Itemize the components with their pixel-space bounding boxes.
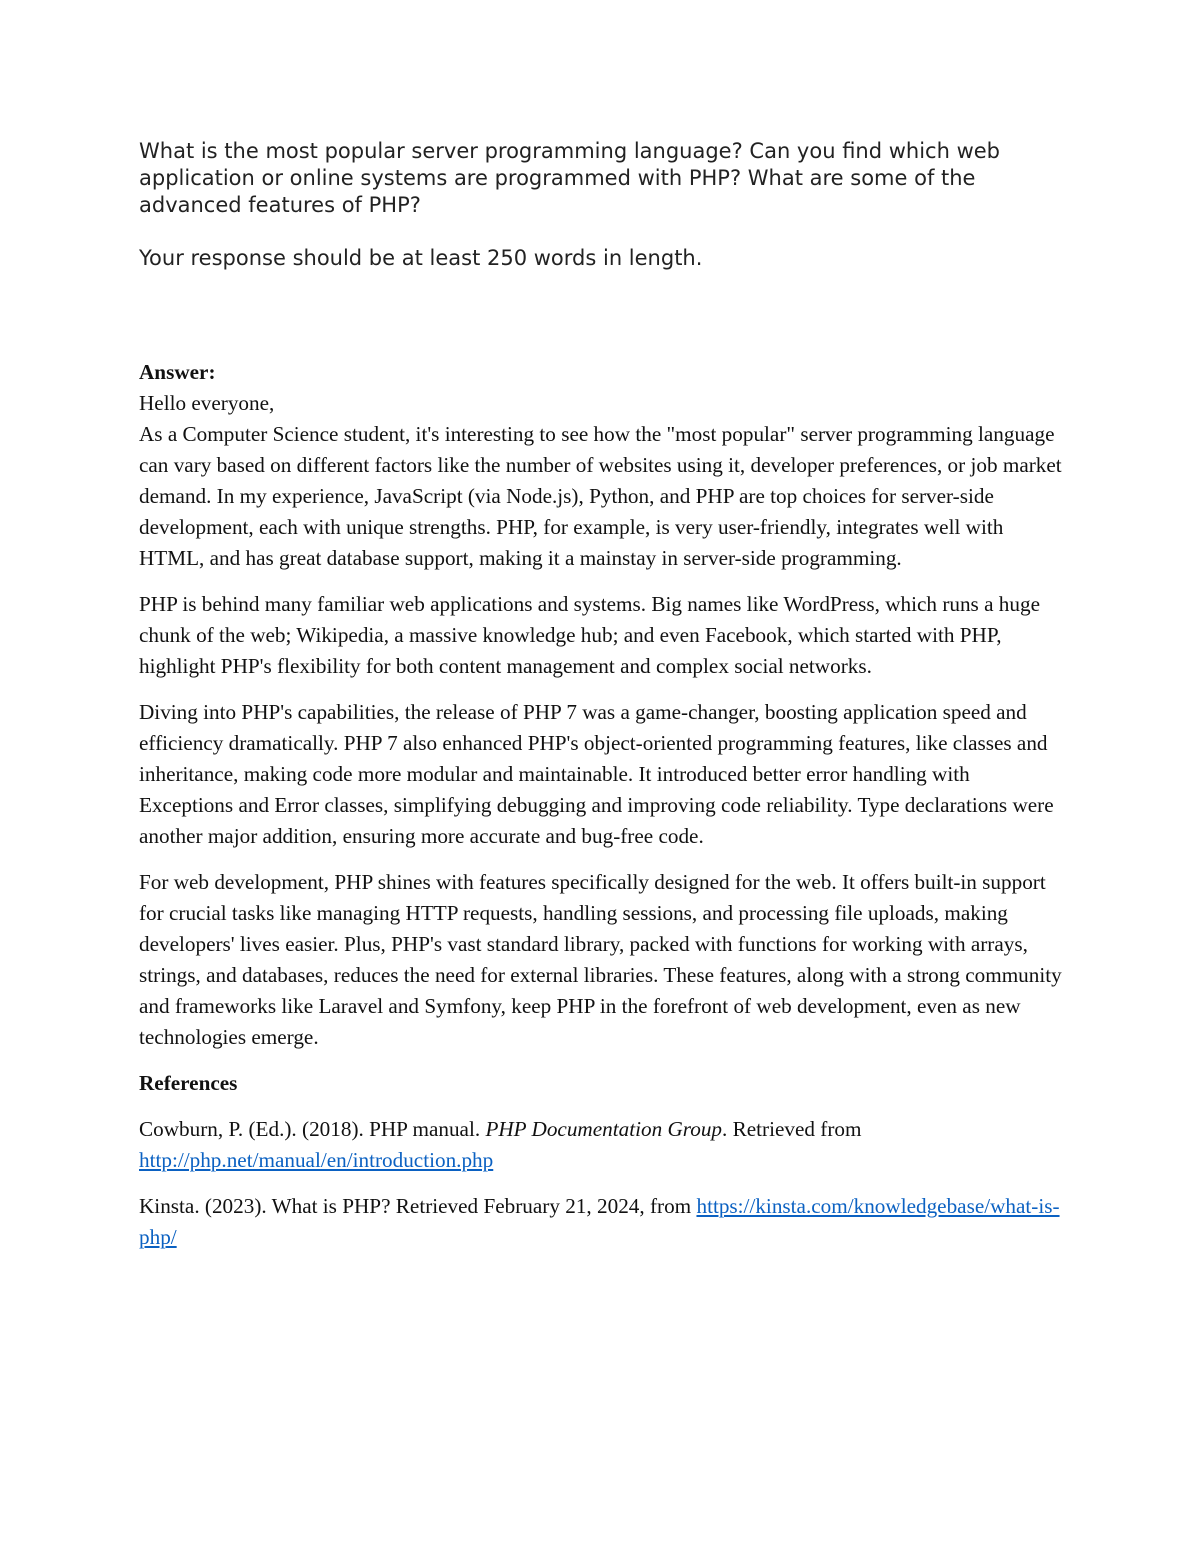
answer-paragraph-1: As a Computer Science student, it's interesting to see how the "most popular" server programming language can vary based on different factors like the number of websites using it, developer preferences, or job market demand. In my experience, JavaScript (via Node.js), Python, and PHP are top choices for server-side development, each with unique strengths. PHP, for example, is very user-friendly, integrates well with HTML, and has great database support, making it a mainstay in server-side programming.: [139, 422, 1062, 570]
reference-text: Kinsta. (2023). What is PHP? Retrieved February 21, 2024, from: [139, 1194, 697, 1218]
reference-text-after: . Retrieved from: [722, 1117, 862, 1141]
prompt-length-requirement: Your response should be at least 250 words in length.: [139, 246, 703, 270]
answer-intro: [139, 357, 1064, 574]
references-heading: References: [139, 1071, 238, 1095]
reference-item: [139, 1191, 1064, 1253]
answer-label: Answer:: [139, 360, 216, 384]
reference-text: Cowburn, P. (Ed.). (2018). PHP manual.: [139, 1117, 486, 1141]
answer-section: [139, 357, 1064, 1253]
document-content: [139, 138, 1064, 1268]
reference-publisher: PHP Documentation Group: [485, 1117, 723, 1141]
answer-paragraph-2: PHP is behind many familiar web applications and systems. Big names like WordPress, which runs a huge chunk of the web; Wikipedia, a massive knowledge hub; and even Facebook, which started with PHP, highlight PHP's flexibility for both content management and complex social networks.: [139, 592, 1040, 678]
answer-paragraph-4: For web development, PHP shines with features specifically designed for the web. It offers built-in support for crucial tasks like managing HTTP requests, handling sessions, and processing file uploads, making developers' lives easier. Plus, PHP's vast standard library, packed with functions for working with arrays, strings, and databases, reduces the need for external libraries. These features, along with a strong community and frameworks like Laravel and Symfony, keep PHP in the forefront of web development, even as new technologies emerge.: [139, 870, 1062, 1049]
answer-paragraph-3: Diving into PHP's capabilities, the release of PHP 7 was a game-changer, boosting application speed and efficiency dramatically. PHP 7 also enhanced PHP's object-oriented programming features, like classes and inheritance, making code more modular and maintainable. It introduced better error handling with Exceptions and Error classes, simplifying debugging and improving code reliability. Type declarations were another major addition, ensuring more accurate and bug-free code.: [139, 700, 1054, 848]
reference-link-kinsta[interactable]: https://kinsta.com/knowledgebase/what-is-php/: [139, 1194, 1060, 1249]
reference-link-php-manual[interactable]: http://php.net/manual/en/introduction.php: [139, 1148, 494, 1172]
prompt-question: What is the most popular server programming language? Can you find which web application or online systems are programmed with PHP? What are some of the advanced features of PHP?: [139, 139, 1001, 217]
reference-item: [139, 1114, 1064, 1176]
answer-greeting: Hello everyone,: [139, 391, 275, 415]
